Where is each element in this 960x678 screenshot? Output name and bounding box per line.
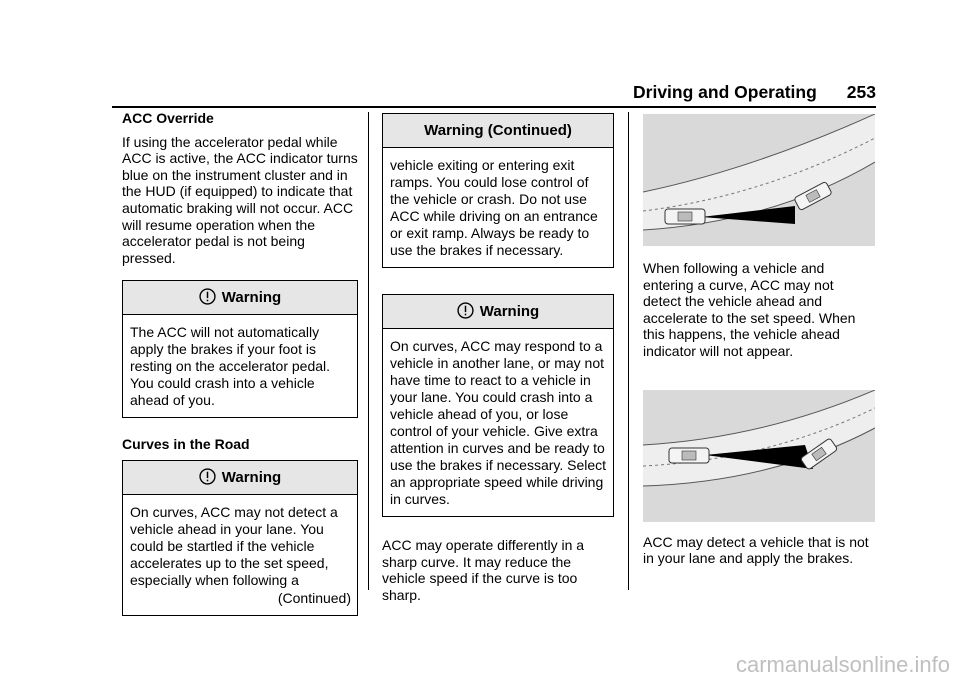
continued-label: (Continued) <box>277 589 351 606</box>
column-2 <box>382 113 614 617</box>
own-vehicle-icon <box>669 448 709 463</box>
warning-body-text: On curves, ACC may not detect a vehicle ahead in your lane. You could be startled if the vehicle accelerates up to the set speed, especially when following a <box>130 503 338 588</box>
figure-2-caption: ACC may detect a vehicle that is not in your lane and apply the brakes. <box>643 533 869 567</box>
column-3 <box>643 114 875 581</box>
acc-override-paragraph: If using the accelerator pedal while ACC is active, the ACC indicator turns blue on the instrument cluster and in the HUD (if equipped) to indicate that automatic braking will not occur. ACC will resume operation when the accelerator pedal is not being pressed. <box>122 133 358 266</box>
page-number: 253 <box>846 82 876 102</box>
warning-body <box>123 495 357 615</box>
warning-title-text: Warning <box>479 303 540 320</box>
curve-illustration-2 <box>643 390 875 522</box>
header-rule <box>112 106 876 108</box>
warning-title <box>383 295 613 329</box>
warning-title-text: Warning <box>221 289 282 307</box>
warning-title-text: Warning <box>221 468 282 486</box>
column-divider-2 <box>628 112 629 590</box>
warning-box-continued <box>382 113 614 268</box>
warning-title <box>123 281 357 315</box>
warning-body: On curves, ACC may respond to a vehicle in another lane, or may not have time to react to a vehicle in your lane. You could crash into a vehicle ahead of you, or lose control of your vehicle. Give extra attention in curves and be ready to use the brakes if necessary. Select an appropriate speed while driving in curves. <box>390 338 607 507</box>
page-header <box>0 82 876 103</box>
warning-title: Warning (Continued) <box>383 114 613 148</box>
warning-title <box>123 461 357 495</box>
warning-box-3 <box>382 294 614 517</box>
section-title: Driving and Operating <box>633 82 817 102</box>
curve-illustration-1 <box>643 114 875 246</box>
warning-box-1 <box>122 280 358 418</box>
warning-box-2 <box>122 460 358 616</box>
column-divider-1 <box>368 112 369 590</box>
warning-body: The ACC will not automatically apply the brakes if your foot is resting on the accelerator pedal. You could crash into a vehicle ahead of you. <box>130 324 331 409</box>
figure-1-caption: When following a vehicle and entering a curve, ACC may not detect the vehicle ahead and accelerate to the set speed. When this happens, the vehicle ahead indicator will not appear. <box>643 260 856 359</box>
sharp-curve-paragraph: ACC may operate differently in a sharp curve. It may reduce the vehicle speed if the curve is too sharp. <box>382 537 585 603</box>
warning-icon <box>199 288 216 305</box>
warning-icon <box>199 468 216 485</box>
own-vehicle-icon <box>665 209 705 224</box>
acc-override-heading: ACC Override <box>122 110 214 126</box>
warning-icon <box>457 302 474 319</box>
curves-heading: Curves in the Road <box>122 436 250 453</box>
warning-body: vehicle exiting or entering exit ramps. You could lose control of the vehicle or crash. Do not use ACC while driving on an entrance or exit ramp. Always be ready to use the brakes if necessary. <box>390 157 598 258</box>
column-1 <box>122 110 358 634</box>
site-watermark: carmanualsonline.info <box>735 652 950 677</box>
